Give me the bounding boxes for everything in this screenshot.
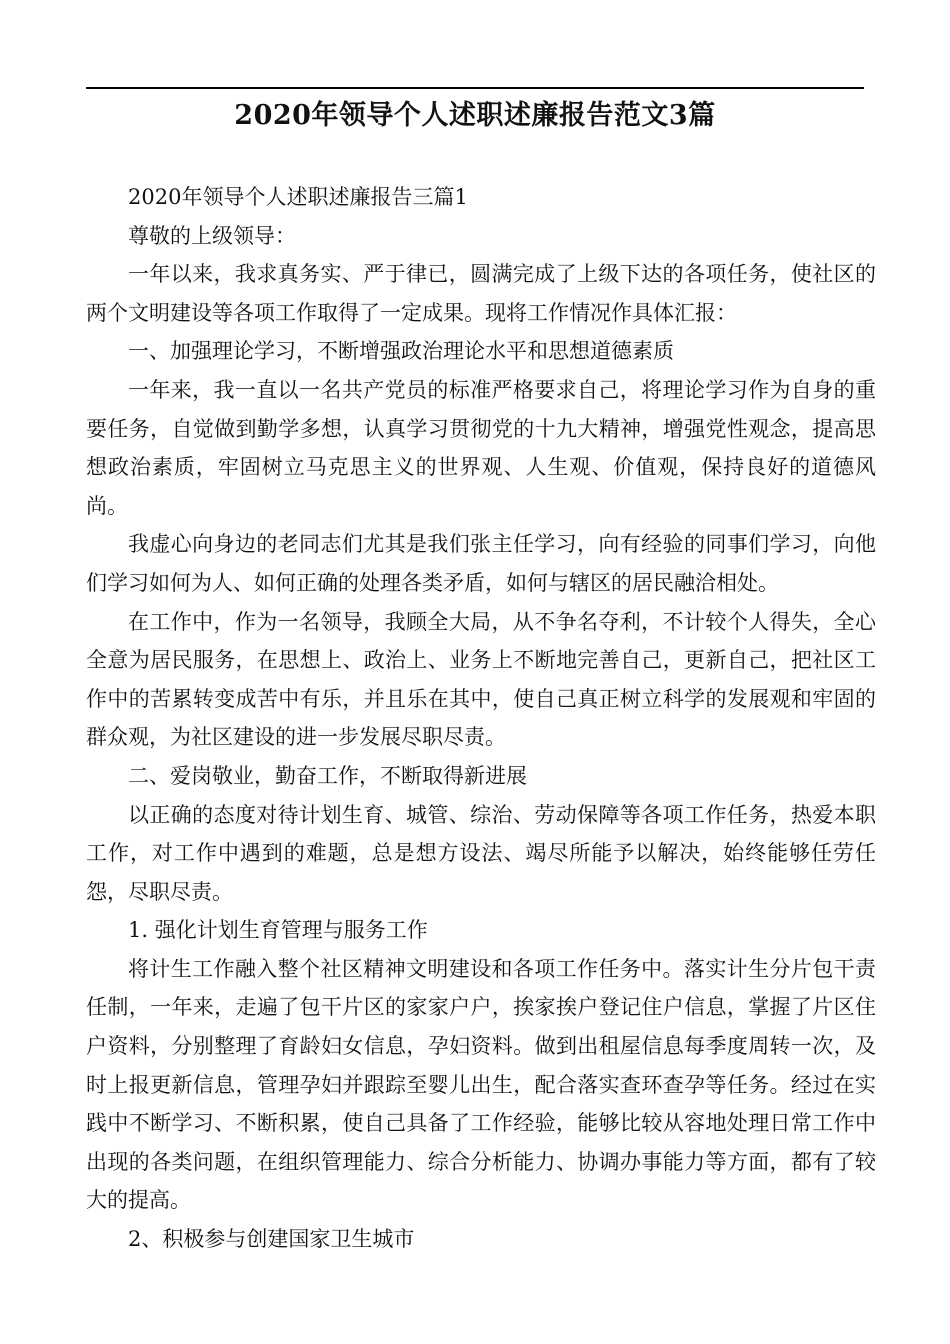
- subsection-heading: 1. 强化计划生育管理与服务工作: [128, 918, 428, 943]
- section-heading: 二、爱岗敬业，勤奋工作，不断取得新进展: [128, 763, 527, 788]
- body-paragraph: 在工作中，作为一名领导，我顾全大局，从不争名夺利，不计较个人得失，全心全意为居民服务，在思想上、政治上、业务上不断地完善自己，更新自己，把社区工作中的苦累转变成苦中有乐，并且乐在其中，使自己真正树立科学的发展观和牢固的群众观，为社区建设的进一步发展尽职尽责。: [86, 609, 876, 750]
- body-paragraph: 我虚心向身边的老同志们尤其是我们张主任学习，向有经验的同事们学习，向他们学习如何为人、如何正确的处理各类矛盾，如何与辖区的居民融洽相处。: [86, 532, 876, 595]
- document-title: 2020年领导个人述职述廉报告范文3篇: [234, 100, 716, 131]
- section-heading: 一、加强理论学习，不断增强政治理论水平和思想道德素质: [128, 339, 674, 364]
- body-paragraph: 以正确的态度对待计划生育、城管、综治、劳动保障等各项工作任务，热爱本职工作，对工作中遇到的难题，总是想方设法、竭尽所能予以解决，始终能够任劳任怨，尽职尽责。: [86, 802, 876, 904]
- subsection-heading: 2、积极参与创建国家卫生城市: [128, 1227, 415, 1252]
- body-paragraph: 一年来，我一直以一名共产党员的标准严格要求自己，将理论学习作为自身的重要任务，自觉做到勤学多想，认真学习贯彻党的十九大精神，增强党性观念，提高思想政治素质，牢固树立马克思主义的世界观、人生观、价值观，保持良好的道德风尚。: [86, 377, 876, 518]
- subtitle-paragraph: 2020年领导个人述职述廉报告三篇1: [128, 185, 468, 209]
- body-paragraph: 将计生工作融入整个社区精神文明建设和各项工作任务中。落实计生分片包干责任制，一年来，走遍了包干片区的家家户户，挨家挨户登记住户信息，掌握了片区住户资料，分别整理了育龄妇女信息，孕妇资料。做到出租屋信息每季度周转一次，及时上报更新信息，管理孕妇并跟踪至婴儿出生，配合落实查环查孕等任务。经过在实践中不断学习、不断积累，使自己具备了工作经验，能够比较从容地处理日常工作中出现的各类问题，在组织管理能力、综合分析能力、协调办事能力等方面，都有了较大的提高。: [86, 956, 876, 1213]
- body-paragraph: 一年以来，我求真务实、严于律已，圆满完成了上级下达的各项任务，使社区的两个文明建设等各项工作取得了一定成果。现将工作情况作具体汇报：: [86, 262, 876, 325]
- document-body: [86, 178, 876, 1259]
- header-rule: [86, 87, 864, 89]
- salutation-paragraph: 尊敬的上级领导：: [128, 223, 296, 248]
